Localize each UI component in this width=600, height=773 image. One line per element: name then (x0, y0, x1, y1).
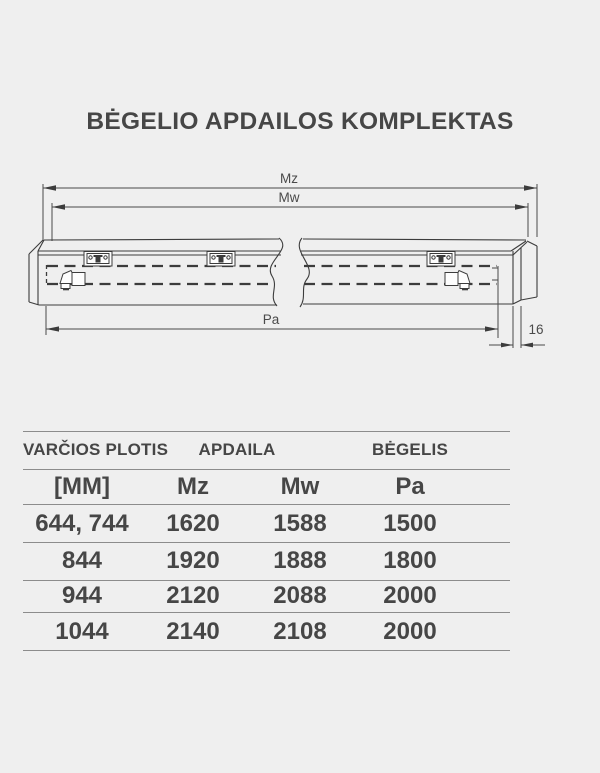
col-group-trim: APDAILA (198, 440, 276, 460)
spec-table (23, 431, 510, 651)
table-column-header-row (23, 470, 510, 506)
dim-label-16: 16 (528, 322, 544, 337)
col-group-rail: BĖGELIS (371, 440, 449, 460)
cell-mz: 2120 (166, 582, 220, 610)
cell-mz: 2140 (166, 617, 220, 645)
cell-pa: 1500 (383, 509, 437, 537)
table-row (23, 505, 510, 543)
cell-mw: 1588 (273, 509, 327, 537)
cell-pa: 1800 (383, 547, 437, 575)
mounting-bracket (84, 252, 112, 267)
mounting-bracket (427, 252, 455, 267)
dim-label-mz: Mz (280, 171, 298, 186)
cell-mw: 2108 (273, 617, 327, 645)
dim-label-pa: Pa (262, 312, 280, 327)
cell-width: 644, 744 (35, 509, 129, 537)
table-group-header-row (23, 432, 510, 470)
dim-label-mw: Mw (278, 190, 300, 205)
roller-latch-right (445, 271, 470, 291)
dimension-mw (52, 190, 528, 241)
dimension-16 (489, 306, 545, 348)
cell-width: 1044 (55, 617, 109, 645)
roller-latch-left (60, 271, 85, 291)
table-row (23, 613, 510, 651)
mounting-bracket (207, 252, 235, 267)
cell-mw: 2088 (273, 582, 327, 610)
col-header-mz: Mz (177, 473, 209, 501)
page-title: BĖGELIO APDAILOS KOMPLEKTAS (86, 108, 514, 135)
cell-mz: 1620 (166, 509, 220, 537)
dimension-pa (46, 306, 498, 335)
col-header-mw: Mw (280, 473, 320, 501)
cell-pa: 2000 (383, 582, 437, 610)
col-group-door-width: VARČIOS PLOTIS (23, 440, 169, 460)
col-header-mm: [MM] (54, 473, 110, 501)
cell-width: 944 (61, 582, 103, 610)
table-row (23, 543, 510, 581)
cell-mw: 1888 (273, 547, 327, 575)
rail-right-segment (301, 239, 537, 304)
cell-width: 844 (61, 547, 103, 575)
col-header-pa: Pa (395, 473, 425, 501)
cell-mz: 1920 (166, 547, 220, 575)
cell-pa: 2000 (383, 617, 437, 645)
table-row (23, 581, 510, 614)
break-lines (270, 238, 309, 307)
dimension-mz (43, 171, 537, 241)
